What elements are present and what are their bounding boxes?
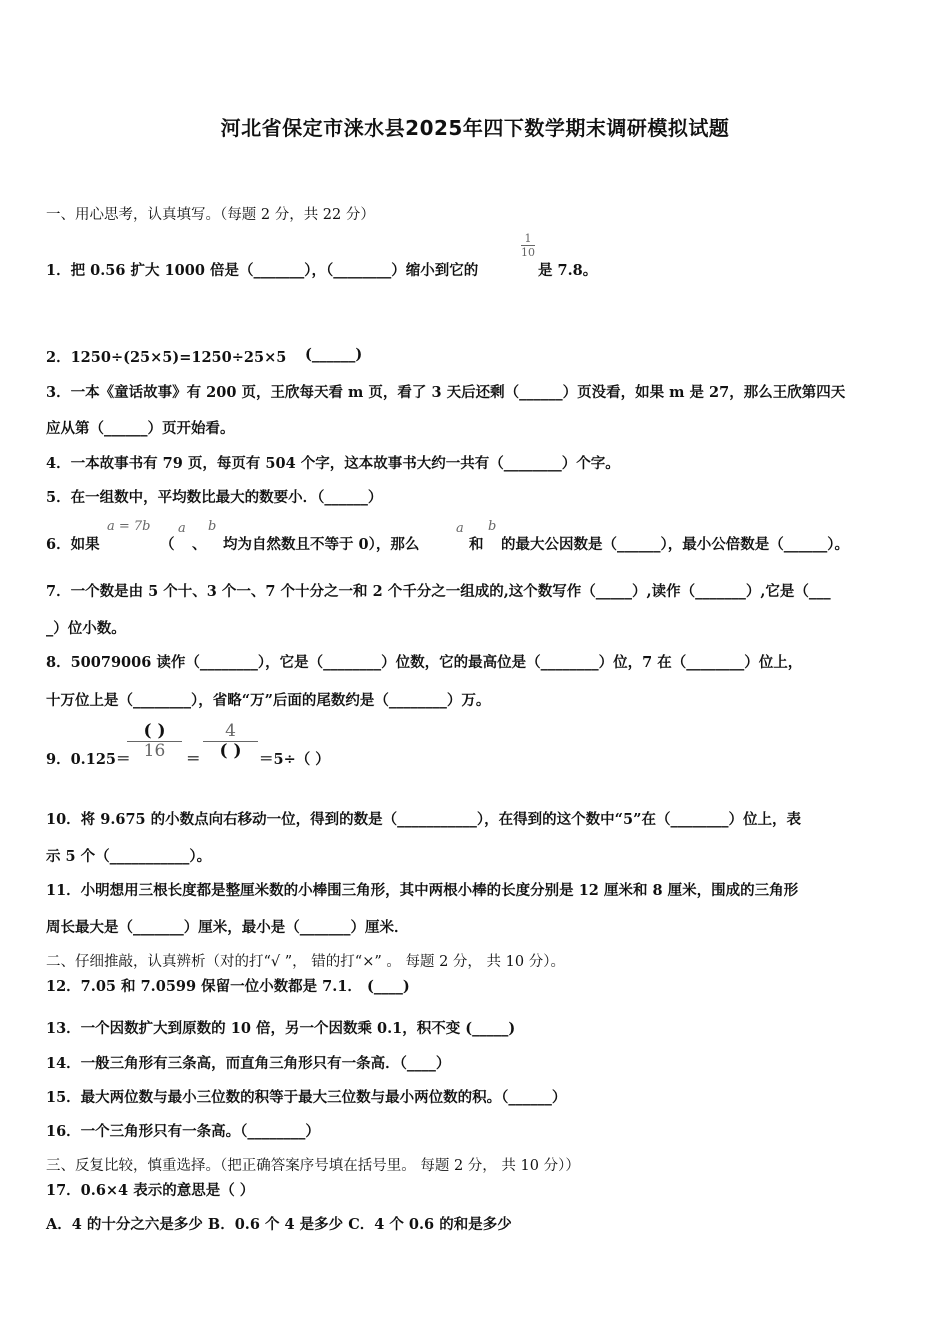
question-11-line-2: 周长最大是（_______）厘米，最小是（_______）厘米．	[46, 919, 409, 936]
question-1-tail: 是 7.8。	[538, 262, 598, 279]
variable-a: a	[178, 521, 186, 536]
question-6-sep: 、	[192, 536, 207, 553]
question-10-line-2: 示 5 个（___________）。	[46, 848, 212, 865]
question-6-end: 的最大公因数是（______），最小公倍数是（______）。	[501, 536, 849, 553]
question-9-end: ＝5÷（ ）	[259, 751, 330, 768]
section-3-heading: 三、反复比较，慎重选择。（把正确答案序号填在括号里。 每题 2 分， 共 10 分））	[46, 1158, 580, 1174]
question-3-line-2: 应从第（______）页开始看。	[46, 420, 235, 437]
question-8-line-2: 十万位上是（________），省略“万”后面的尾数约是（________）万。	[46, 692, 491, 709]
question-9-equals: ＝	[186, 751, 201, 768]
question-16: 16．一个三角形只有一条高。（________）	[46, 1123, 320, 1140]
section-1-heading: 一、用心思考，认真填写。（每题 2 分，共 22 分）	[46, 207, 375, 223]
question-10-line-1: 10．将 9.675 的小数点向右移动一位，得到的数是（___________），在得到的这个数中“5”在（________）位上，表	[46, 811, 801, 828]
variable-a-2: a	[456, 521, 464, 536]
question-6-start: 6．如果	[46, 536, 100, 553]
fraction-one-tenth: 1 10	[521, 232, 535, 259]
variable-b-2: b	[488, 519, 497, 534]
fraction-4-over-blank: 4 ( )	[203, 723, 258, 760]
question-17-options: A．4 的十分之六是多少 B．0.6 个 4 是多少 C．4 个 0.6 的和是多少	[46, 1216, 512, 1233]
question-7-line-2: _）位小数。	[46, 620, 126, 637]
question-12: 12．7.05 和 7.0599 保留一位小数都是 7.1． (____)	[46, 978, 410, 995]
question-7-line-1: 7．一个数是由 5 个十、3 个一、7 个十分之一和 2 个千分之一组成的,这个数写作（_____）,读作（_______）,它是（___	[46, 583, 831, 600]
question-13: 13．一个因数扩大到原数的 10 倍，另一个因数乘 0.1，积不变 (_____)	[46, 1020, 516, 1037]
equation-a-equals-7b: a = 7b	[107, 519, 151, 534]
question-1	[46, 259, 478, 280]
question-11-line-1: 11．小明想用三根长度都是整厘米数的小棒围三角形，其中两根小棒的长度分别是 12 厘米和 8 厘米，围成的三角形	[46, 882, 799, 899]
question-17: 17．0.6×4 表示的意思是（ ）	[46, 1182, 255, 1199]
fraction-blank-over-16: ( ) 16	[127, 723, 182, 760]
question-6-middle: 均为自然数且不等于 0），那么	[223, 536, 420, 553]
question-9-start: 9．0.125＝	[46, 751, 131, 768]
question-1-text: 1．把 0.56 扩大 1000 倍是（_______），（________）缩小到它的	[46, 262, 479, 279]
question-2: 2．1250÷(25×5)=1250÷25×5	[46, 349, 287, 366]
question-4: 4．一本故事书有 79 页，每页有 504 个字，这本故事书大约一共有（________）个字。	[46, 455, 620, 472]
question-6-paren: （	[160, 536, 175, 553]
question-2-blank: (______)	[305, 346, 363, 363]
question-15: 15．最大两位数与最小三位数的积等于最大三位数与最小两位数的积。（______）	[46, 1089, 567, 1106]
section-2-heading: 二、仔细推敲，认真辨析（对的打“√ ”， 错的打“×” 。 每题 2 分， 共 10 分）。	[46, 954, 565, 970]
question-8-line-1: 8．50079006 读作（________），它是（________）位数，它的最高位是（________）位，7 在（________）位上，	[46, 654, 803, 671]
question-5: 5．在一组数中，平均数比最大的数要小．（______）	[46, 489, 383, 506]
question-14: 14．一般三角形有三条高，而直角三角形只有一条高．（____）	[46, 1055, 451, 1072]
page-title: 河北省保定市涞水县2025年四下数学期末调研模拟试题	[220, 116, 730, 140]
variable-b: b	[208, 519, 217, 534]
question-6-and: 和	[469, 536, 484, 553]
question-3-line-1: 3．一本《童话故事》有 200 页，王欣每天看 m 页，看了 3 天后还剩（______）页没看，如果 m 是 27，那么王欣第四天	[46, 384, 846, 401]
